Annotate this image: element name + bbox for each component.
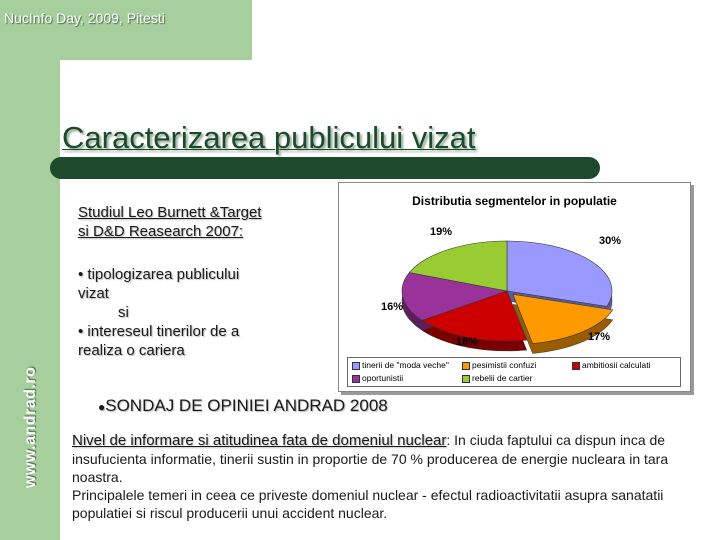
- legend-label: pesimistii confuzi: [472, 360, 537, 370]
- bullet-1-line-1: • tipologizarea publicului: [78, 266, 240, 283]
- bullet-2-line-2: realiza o cariera: [78, 342, 185, 359]
- header-green-band: [0, 0, 252, 60]
- legend-swatch: [352, 362, 360, 370]
- study-bullets: [78, 265, 288, 360]
- legend-swatch: [352, 375, 360, 383]
- legend-label: ambitiosii calculati: [582, 360, 651, 370]
- findings-paragraph-2: Principalele temeri in ceea ce priveste domeniul nuclear - efectul radioactivitatii asupra sanatatii populatiei si riscul producerii unui accident nuclear.: [72, 487, 664, 521]
- survey-heading-text: SONDAJ DE OPINIEI ANDRAD 2008: [105, 396, 388, 415]
- legend-item-moda-veche: [352, 360, 449, 370]
- title-underline-bar: [50, 157, 600, 179]
- study-reference: [78, 203, 261, 241]
- pie-label-ambitiosii: 18%: [456, 336, 479, 348]
- website-label: www.andrad.ro: [22, 366, 39, 488]
- pie-label-pesimistii: 17%: [588, 331, 611, 343]
- event-header: NucInfo Day, 2009, Pitesti: [4, 10, 165, 26]
- slide-title: Caracterizarea publicului vizat: [62, 120, 476, 155]
- legend-item-rebelii: [462, 373, 532, 383]
- legend-swatch: [462, 362, 470, 370]
- bullet-1-line-2: vizat: [78, 285, 109, 302]
- pie-label-moda-veche: 30%: [599, 235, 622, 247]
- findings-rest: : In ciuda faptului ca dispun inca de insufucienta informatie, tinerii sustin in proportie de 70 % producerea de energie nucleara in tara noastra.: [72, 432, 669, 485]
- legend-swatch: [462, 375, 470, 383]
- survey-heading: [98, 396, 388, 416]
- bullet-2-line-1: • intereseul tinerilor de a: [78, 323, 240, 340]
- pie-label-oportunistii: 16%: [381, 301, 404, 313]
- findings-lead: Nivel de informare si atitudinea fata de domeniul nuclear: [72, 432, 447, 449]
- legend-item-pesimistii: [462, 360, 536, 370]
- study-line-1: Studiul Leo Burnett &Target: [78, 204, 262, 221]
- legend-item-ambitiosii: [572, 360, 651, 370]
- pie-label-rebelii: 19%: [430, 226, 453, 238]
- chart-title: Distributia segmentelor in populatie: [412, 194, 617, 208]
- legend-label: oportunistii: [362, 373, 404, 383]
- legend-swatch: [572, 362, 580, 370]
- pie-chart: [338, 182, 691, 392]
- pie-svg: [339, 183, 690, 358]
- study-line-2: si D&D Reasearch 2007:: [78, 223, 244, 240]
- legend-label: tinerii de "moda veche": [362, 360, 449, 370]
- bullet-connector: si: [118, 304, 129, 321]
- chart-legend: [347, 357, 681, 387]
- survey-findings: [72, 431, 702, 522]
- legend-item-oportunistii: [352, 373, 403, 383]
- findings-paragraph-1: [72, 431, 702, 486]
- bullet-dot-icon: ●: [98, 400, 106, 414]
- legend-label: rebelii de cartier: [472, 373, 533, 383]
